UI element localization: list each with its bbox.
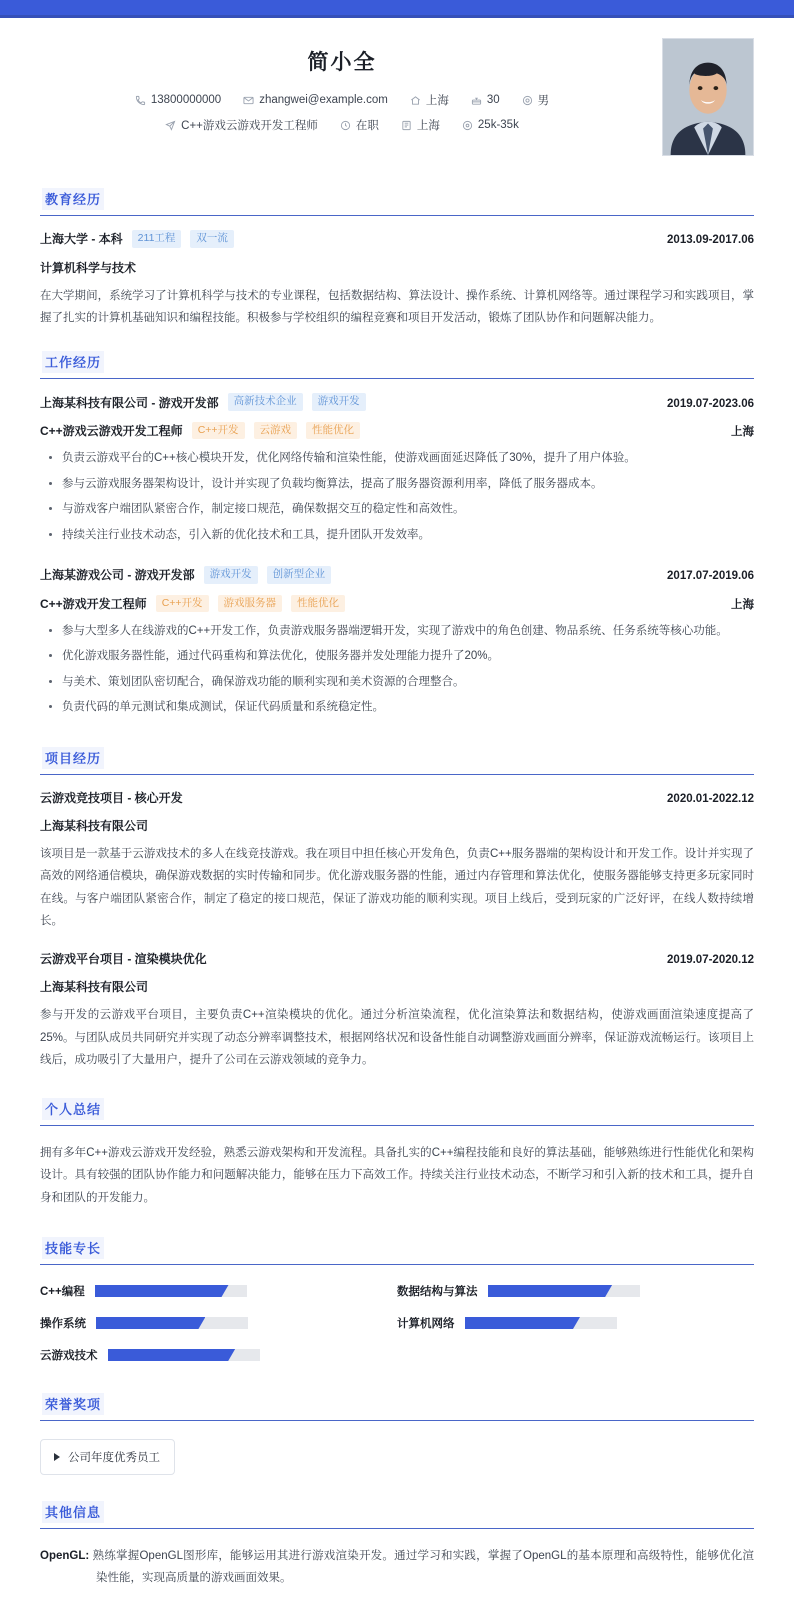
work-bullet: 与游戏客户端团队紧密合作，制定接口规范，确保数据交互的稳定性和高效性。 <box>40 498 754 520</box>
award-label: 公司年度优秀员工 <box>68 1451 160 1464</box>
skill-label: 云游戏技术 <box>40 1349 98 1362</box>
contact-age-value: 30 <box>486 94 500 106</box>
work-position-line <box>40 422 754 440</box>
project-date: 2020.01-2022.12 <box>667 792 754 805</box>
work-position-tag: C++开发 <box>192 422 245 440</box>
project-title-line <box>40 950 754 967</box>
work-bullet: 优化游戏服务器性能，通过代码重构和算法优化，使服务器并发处理能力提升了20%。 <box>40 645 754 667</box>
work-bullet: 参与云游戏服务器架构设计，设计并实现了负载均衡算法，提高了服务器资源利用率，降低了服务器成本。 <box>40 473 754 495</box>
cake-icon <box>471 95 482 106</box>
section-summary <box>0 1096 794 1209</box>
section-title-other: 其他信息 <box>42 1501 104 1523</box>
section-header-awards <box>40 1391 754 1421</box>
work-bullet: 负责代码的单元测试和集成测试，保证代码质量和系统稳定性。 <box>40 696 754 718</box>
section-education <box>0 186 794 329</box>
resume-header <box>0 18 794 166</box>
job-target-value: C++游戏云游戏开发工程师 <box>181 120 318 132</box>
work-location: 上海 <box>731 598 754 611</box>
other-info-value: 熟练掌握OpenGL图形库，能够运用其进行游戏渲染开发。通过学习和实践，掌握了OpenGL的基本原理和高级特性，能够优化渲染性能，实现高质量的游戏画面效果。 <box>89 1549 754 1585</box>
project-name: 云游戏平台项目 - 渲染模块优化 <box>40 952 207 967</box>
job-city-value: 上海 <box>416 120 440 132</box>
section-header-projects <box>40 745 754 775</box>
work-company-line <box>40 393 754 411</box>
education-description: 在大学期间，系统学习了计算机科学与技术的专业课程，包括数据结构、算法设计、操作系统、计算机网络等。通过课程学习和实践项目，掌握了扎实的计算机基础知识和编程技能。积极参与学校组织的编程竞赛和项目开发活动，锻炼了团队协作和问题解决能力。 <box>40 289 754 324</box>
avatar <box>662 38 754 156</box>
mail-icon <box>243 95 254 106</box>
section-title-work: 工作经历 <box>42 351 104 373</box>
skill-progress-fill <box>95 1285 229 1297</box>
project-title-line <box>40 789 754 806</box>
work-bullets <box>40 620 754 719</box>
target-icon <box>165 120 176 131</box>
section-header-education <box>40 186 754 216</box>
contact-age <box>471 94 500 106</box>
skill-item <box>397 1283 754 1299</box>
section-title-skills: 技能专长 <box>42 1237 104 1259</box>
summary-text: 拥有多年C++游戏云游戏开发经验，熟悉云游戏架构和开发流程。具备扎实的C++编程技能和良好的算法基础，能够熟练进行性能优化和架构设计。具有较强的团队协作能力和问题解决能力，能够在压力下高效工作。持续关注行业技术动态，不断学习和引入新的技术和工具，提升自身和团队的开发能力。 <box>40 1146 754 1204</box>
contact-email <box>243 94 388 106</box>
education-tag: 双一流 <box>190 230 234 248</box>
skill-label: 计算机网络 <box>397 1317 455 1330</box>
education-date: 2013.09-2017.06 <box>667 234 754 247</box>
section-header-summary <box>40 1096 754 1126</box>
other-info-key: OpenGL: <box>40 1549 90 1562</box>
skill-progress-track <box>108 1349 260 1361</box>
city-icon <box>401 120 412 131</box>
contact-gender-value: 男 <box>537 95 550 107</box>
section-title-summary: 个人总结 <box>42 1098 104 1120</box>
gender-icon <box>522 95 533 106</box>
awards-list <box>40 1439 754 1475</box>
home-icon <box>410 95 421 106</box>
work-company: 上海某游戏公司 - 游戏开发部 <box>40 568 195 583</box>
job-city <box>401 117 440 133</box>
project-item <box>40 950 754 1071</box>
skill-progress-track <box>95 1285 247 1297</box>
section-skills <box>0 1235 794 1363</box>
section-other <box>0 1499 794 1590</box>
contact-phone-value: 13800000000 <box>150 94 222 106</box>
work-position-line <box>40 595 754 613</box>
section-header-other <box>40 1499 754 1529</box>
contact-row <box>40 92 754 108</box>
work-position: C++游戏开发工程师 <box>40 596 147 611</box>
status-icon <box>340 120 351 131</box>
work-position-tag: 云游戏 <box>254 422 298 440</box>
work-item <box>40 393 754 546</box>
project-description: 参与开发的云游戏平台项目，主要负责C++渲染模块的优化。通过分析渲染流程，优化渲染算法和数据结构，使游戏画面渲染速度提高了25%。与团队成员共同研究并实现了动态分辨率调整技术，根据网络状况和设备性能自动调整游戏画面分辨率，保证游戏流畅运行。该项目上线后，成功吸引了大量用户，提升了公司在云游戏领域的竞争力。 <box>40 1009 754 1067</box>
work-position-tag: 性能优化 <box>306 422 360 440</box>
salary-icon <box>462 120 473 131</box>
skills-grid <box>40 1283 754 1363</box>
work-company-line <box>40 566 754 584</box>
section-work <box>0 349 794 718</box>
work-bullet: 负责云游戏平台的C++核心模块开发，优化网络传输和渲染性能，使游戏画面延迟降低了30%，提升了用户体验。 <box>40 447 754 469</box>
phone-icon <box>135 95 146 106</box>
skill-item <box>40 1347 397 1363</box>
job-meta-row <box>40 117 754 133</box>
skill-item <box>40 1283 397 1299</box>
award-chip[interactable] <box>40 1439 175 1475</box>
project-company: 上海某科技有限公司 <box>40 980 149 995</box>
work-position-tag: 性能优化 <box>291 595 345 613</box>
education-item <box>40 230 754 329</box>
section-title-projects: 项目经历 <box>42 747 104 769</box>
skill-progress-fill <box>96 1317 205 1329</box>
skill-item <box>397 1315 754 1331</box>
work-bullet: 参与大型多人在线游戏的C++开发工作，负责游戏服务器端逻辑开发，实现了游戏中的角色创建、物品系统、任务系统等核心功能。 <box>40 620 754 642</box>
skill-progress-fill <box>488 1285 613 1297</box>
project-item <box>40 789 754 933</box>
contact-email-value: zhangwei@example.com <box>259 94 388 106</box>
job-salary-value: 25k-35k <box>477 119 519 131</box>
skill-progress-fill <box>108 1349 236 1361</box>
work-position: C++游戏云游戏开发工程师 <box>40 424 183 439</box>
section-header-skills <box>40 1235 754 1265</box>
section-header-work <box>40 349 754 379</box>
candidate-name: 简小全 <box>307 51 377 74</box>
skill-progress-fill <box>465 1317 581 1329</box>
work-date: 2019.07-2023.06 <box>667 397 754 410</box>
work-position-tag: C++开发 <box>156 595 209 613</box>
contact-phone <box>135 94 221 106</box>
job-target <box>165 117 318 133</box>
work-location: 上海 <box>731 426 754 439</box>
work-company-tag: 游戏开发 <box>204 566 258 584</box>
work-bullet: 与美术、策划团队密切配合，确保游戏功能的顺利实现和美术资源的合理整合。 <box>40 671 754 693</box>
section-awards <box>0 1391 794 1475</box>
work-date: 2017.07-2019.06 <box>667 570 754 583</box>
job-status <box>340 117 379 133</box>
skill-label: 操作系统 <box>40 1317 86 1330</box>
contact-gender <box>522 92 550 108</box>
project-date: 2019.07-2020.12 <box>667 954 754 967</box>
education-title-line <box>40 230 754 248</box>
section-title-education: 教育经历 <box>42 188 104 210</box>
skill-label: 数据结构与算法 <box>397 1285 478 1298</box>
education-school: 上海大学 - 本科 <box>40 232 123 247</box>
other-info-row <box>40 1545 754 1590</box>
job-salary <box>462 119 519 131</box>
project-name: 云游戏竞技项目 - 核心开发 <box>40 790 183 805</box>
contact-location <box>410 92 449 108</box>
work-company-tag: 创新型企业 <box>267 566 332 584</box>
skill-progress-track <box>465 1317 617 1329</box>
brand-band <box>0 0 794 15</box>
play-triangle-icon <box>54 1453 60 1461</box>
skill-label: C++编程 <box>40 1285 85 1298</box>
contact-location-value: 上海 <box>425 95 449 107</box>
section-title-awards: 荣誉奖项 <box>42 1393 104 1415</box>
work-company-tag: 游戏开发 <box>312 393 366 411</box>
work-company: 上海某科技有限公司 - 游戏开发部 <box>40 395 219 410</box>
work-bullet: 持续关注行业技术动态，引入新的优化技术和工具，提升团队开发效率。 <box>40 524 754 546</box>
project-company: 上海某科技有限公司 <box>40 818 149 833</box>
skill-progress-track <box>96 1317 248 1329</box>
work-item <box>40 566 754 719</box>
work-position-tag: 游戏服务器 <box>218 595 283 613</box>
work-bullets <box>40 447 754 546</box>
skill-progress-track <box>488 1285 640 1297</box>
education-tag: 211工程 <box>132 230 182 248</box>
skill-item <box>40 1315 397 1331</box>
section-projects <box>0 745 794 1072</box>
job-status-value: 在职 <box>355 120 379 132</box>
work-company-tag: 高新技术企业 <box>228 393 303 411</box>
project-description: 该项目是一款基于云游戏技术的多人在线竞技游戏。我在项目中担任核心开发角色，负责C++服务器端的架构设计和开发工作。设计并实现了高效的网络通信模块，确保游戏数据的实时传输和同步。优化游戏服务器的性能，通过内存管理和算法优化，使服务器能够支持更多玩家同时在线。与客户端团队紧密合作，制定了稳定的接口规范，保证了游戏功能的顺利实现。项目上线后，受到玩家的广泛好评，在线人数持续增长。 <box>40 847 754 927</box>
education-major: 计算机科学与技术 <box>40 260 137 275</box>
